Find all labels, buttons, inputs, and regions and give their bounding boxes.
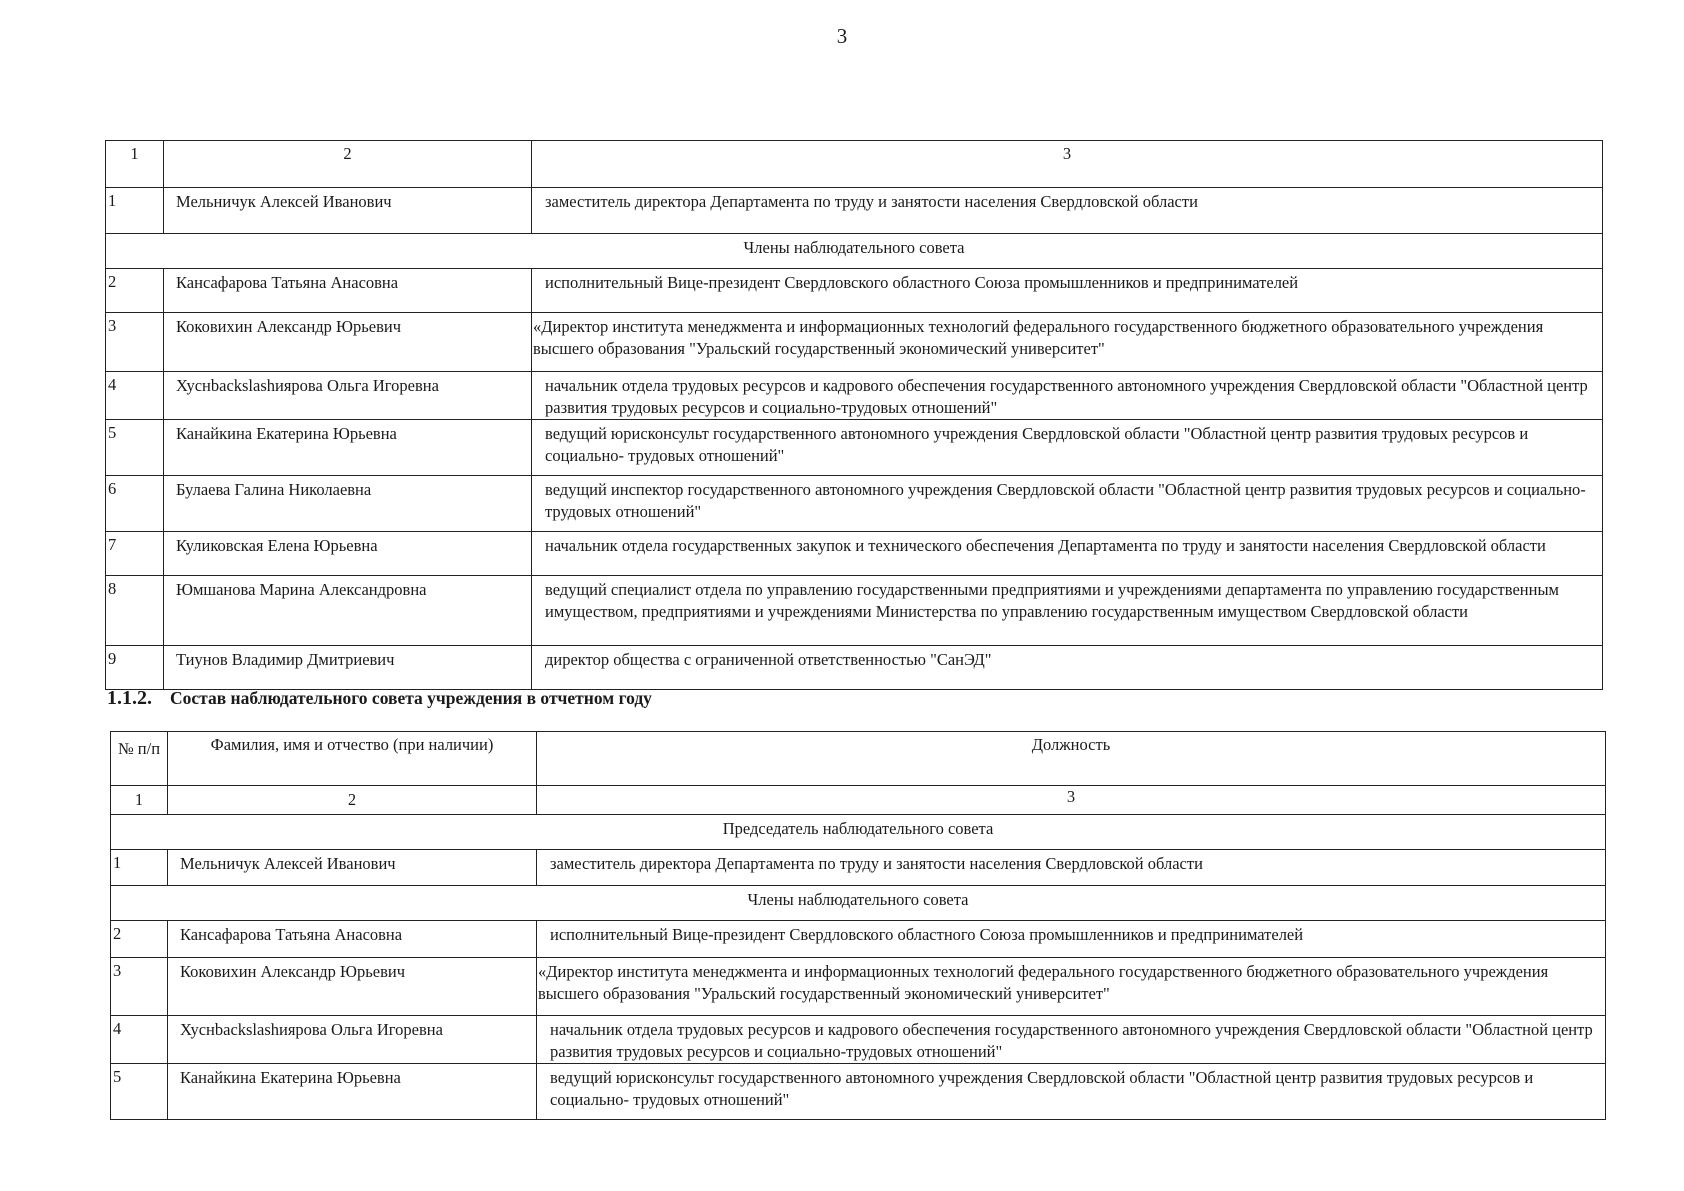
- member-name: Коковихин Александр Юрьевич: [168, 958, 537, 1016]
- member-name: Кансафарова Татьяна Анасовна: [168, 921, 537, 958]
- row-number: 1: [106, 188, 164, 234]
- table-row: [111, 850, 1606, 886]
- table-row: [106, 646, 1603, 690]
- members-heading-row: [106, 234, 1603, 269]
- section-number: 1.1.2.: [107, 687, 152, 709]
- column-header-number: № п/п: [111, 732, 168, 786]
- member-name: Булаева Галина Николаевна: [164, 476, 532, 532]
- member-name: Хуснbackslashиярова Ольга Игоревна: [168, 1016, 537, 1064]
- member-position: начальник отдела трудовых ресурсов и кадрового обеспечения государственного автономного учреждения Свердловской области "Областной центр развития трудовых ресурсов и социально-трудовых отношений": [537, 1016, 1606, 1064]
- row-number: 6: [106, 476, 164, 532]
- members-heading: Члены наблюдательного совета: [111, 886, 1606, 921]
- table-row: [111, 1016, 1606, 1064]
- members-heading-row: [111, 886, 1606, 921]
- member-name: Куликовская Елена Юрьевна: [164, 532, 532, 576]
- supervisory-board-table-continued: [105, 140, 1603, 690]
- chair-heading: Председатель наблюдательного совета: [111, 815, 1606, 850]
- column-index-2: 2: [164, 141, 532, 188]
- column-index-2: 2: [168, 786, 537, 815]
- row-number: 5: [106, 420, 164, 476]
- member-name: Мельничук Алексей Иванович: [164, 188, 532, 234]
- member-position: ведущий инспектор государственного автономного учреждения Свердловской области "Областной центр развития трудовых ресурсов и социально-трудовых отношений": [532, 476, 1603, 532]
- member-name: Канайкина Екатерина Юрьевна: [164, 420, 532, 476]
- member-position: директор общества с ограниченной ответственностью "СанЭД": [532, 646, 1603, 690]
- member-position: ведущий юрисконсульт государственного автономного учреждения Свердловской области "Областной центр развития трудовых ресурсов и социально- трудовых отношений": [532, 420, 1603, 476]
- table-row: [106, 476, 1603, 532]
- table-row: [111, 921, 1606, 958]
- supervisory-board-table: [110, 731, 1606, 1120]
- member-name: Коковихин Александр Юрьевич: [164, 313, 532, 372]
- table-row: [106, 576, 1603, 646]
- table-row: [106, 269, 1603, 313]
- row-number: 4: [111, 1016, 168, 1064]
- table-header-row: [106, 141, 1603, 188]
- row-number: 2: [106, 269, 164, 313]
- page-number: 3: [836, 24, 848, 48]
- member-position: заместитель директора Департамента по труду и занятости населения Свердловской области: [532, 188, 1603, 234]
- table-row: [106, 313, 1603, 372]
- row-number: 7: [106, 532, 164, 576]
- member-position: заместитель директора Департамента по труду и занятости населения Свердловской области: [537, 850, 1606, 886]
- table-row: [106, 188, 1603, 234]
- table-row: [106, 532, 1603, 576]
- table-index-row: [111, 786, 1606, 815]
- members-heading: Члены наблюдательного совета: [106, 234, 1603, 269]
- section-heading: [107, 687, 652, 710]
- column-index-1: 1: [111, 786, 168, 815]
- member-position: «Директор института менеджмента и информационных технологий федерального государственного бюджетного образовательного учреждения высшего образования "Уральский государственный экономический университет": [537, 958, 1606, 1016]
- member-position: ведущий юрисконсульт государственного автономного учреждения Свердловской области "Областной центр развития трудовых ресурсов и социально- трудовых отношений": [537, 1064, 1606, 1120]
- row-number: 3: [111, 958, 168, 1016]
- table-row: [111, 958, 1606, 1016]
- member-name: Мельничук Алексей Иванович: [168, 850, 537, 886]
- row-number: 9: [106, 646, 164, 690]
- table-row: [111, 1064, 1606, 1120]
- table-row: [106, 372, 1603, 420]
- member-position: ведущий специалист отдела по управлению государственными предприятиями и учреждениями департамента по управлению государственным имуществом, предприятиями и учреждениями Министерства по управлению государственным имуществом Свердловской области: [532, 576, 1603, 646]
- member-position: исполнительный Вице-президент Свердловского областного Союза промышленников и предпринимателей: [537, 921, 1606, 958]
- member-position: начальник отдела государственных закупок и технического обеспечения Департамента по труду и занятости населения Свердловской области: [532, 532, 1603, 576]
- member-name: Юмшанова Марина Александровна: [164, 576, 532, 646]
- row-number: 1: [111, 850, 168, 886]
- member-name: Тиунов Владимир Дмитриевич: [164, 646, 532, 690]
- member-position: начальник отдела трудовых ресурсов и кадрового обеспечения государственного автономного учреждения Свердловской области "Областной центр развития трудовых ресурсов и социально-трудовых отношений": [532, 372, 1603, 420]
- member-name: Хуснbackslashиярова Ольга Игоревна: [164, 372, 532, 420]
- member-position: «Директор института менеджмента и информационных технологий федерального государственного бюджетного образовательного учреждения высшего образования "Уральский государственный экономический университет": [532, 313, 1603, 372]
- table-row: [106, 420, 1603, 476]
- column-header-name: Фамилия, имя и отчество (при наличии): [168, 732, 537, 786]
- member-position: исполнительный Вице-президент Свердловского областного Союза промышленников и предпринимателей: [532, 269, 1603, 313]
- row-number: 8: [106, 576, 164, 646]
- chair-heading-row: [111, 815, 1606, 850]
- table-header-row: [111, 732, 1606, 786]
- member-name: Канайкина Екатерина Юрьевна: [168, 1064, 537, 1120]
- row-number: 5: [111, 1064, 168, 1120]
- column-index-1: 1: [106, 141, 164, 188]
- column-header-position: Должность: [537, 732, 1606, 786]
- member-name: Кансафарова Татьяна Анасовна: [164, 269, 532, 313]
- row-number: 4: [106, 372, 164, 420]
- column-index-3: 3: [537, 786, 1606, 815]
- row-number: 2: [111, 921, 168, 958]
- column-index-3: 3: [532, 141, 1603, 188]
- section-title: Состав наблюдательного совета учреждения в отчетном году: [170, 688, 652, 708]
- row-number: 3: [106, 313, 164, 372]
